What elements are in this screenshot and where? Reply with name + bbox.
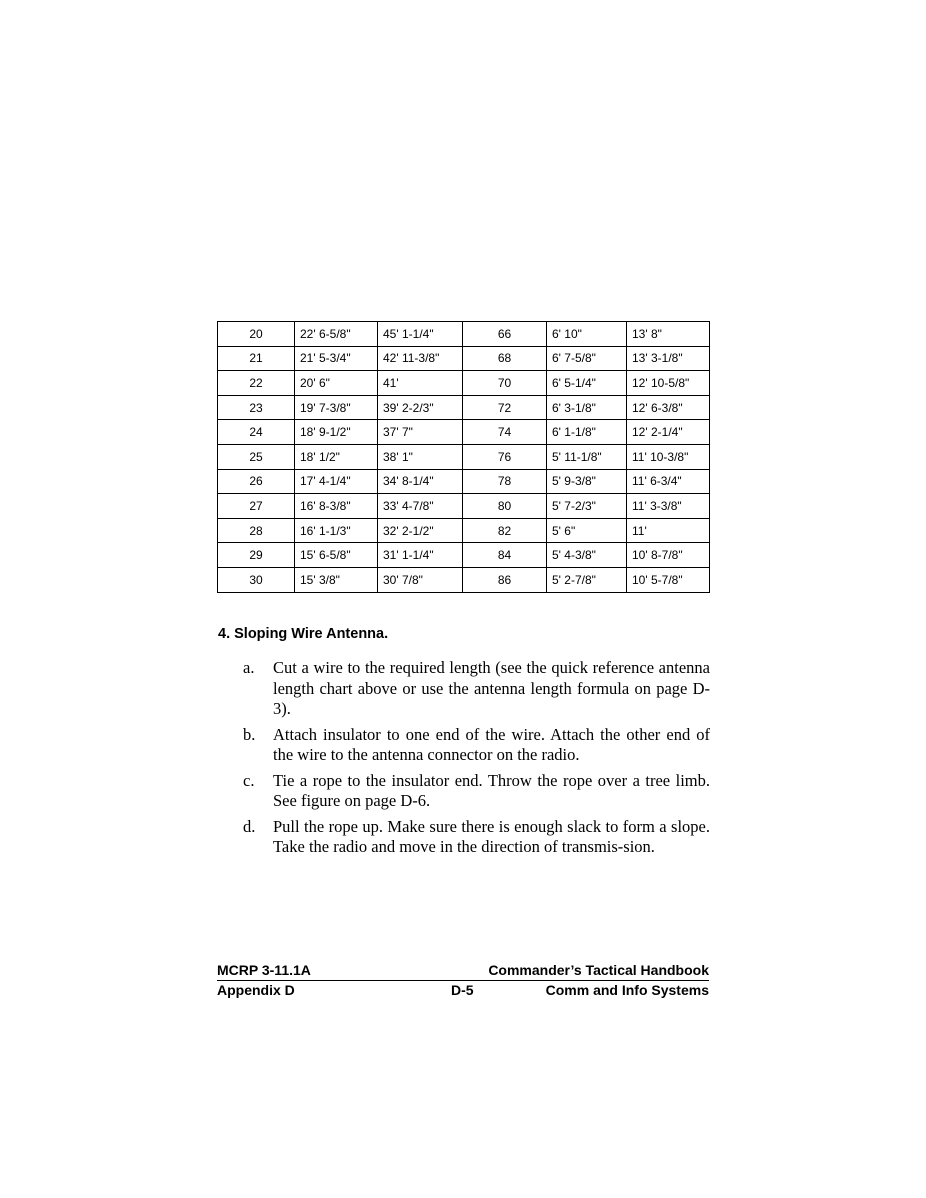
table-cell: 11' 10-3/8" xyxy=(627,444,710,469)
table-cell: 18' 1/2" xyxy=(295,444,378,469)
table-cell: 12' 10-5/8" xyxy=(627,371,710,396)
footer-bottom-row xyxy=(217,981,709,1000)
table-cell: 6' 5-1/4" xyxy=(547,371,627,396)
table-cell: 22 xyxy=(218,371,295,396)
table-row xyxy=(218,444,710,469)
table-cell: 10' 8-7/8" xyxy=(627,543,710,568)
table-cell: 32' 2-1/2" xyxy=(378,518,463,543)
table-cell: 11' xyxy=(627,518,710,543)
table-cell: 18' 9-1/2" xyxy=(295,420,378,445)
section-name: Comm and Info Systems xyxy=(545,982,709,998)
table-row xyxy=(218,371,710,396)
table-cell: 5' 4-3/8" xyxy=(547,543,627,568)
antenna-length-table xyxy=(217,321,710,593)
publication-number: MCRP 3-11.1A xyxy=(217,962,311,978)
table-cell: 42' 11-3/8" xyxy=(378,346,463,371)
table-cell: 6' 7-5/8" xyxy=(547,346,627,371)
table-cell: 5' 6" xyxy=(547,518,627,543)
table-cell: 6' 10" xyxy=(547,322,627,347)
table-cell: 76 xyxy=(463,444,547,469)
table-cell: 30' 7/8" xyxy=(378,567,463,592)
step-text: Tie a rope to the insulator end. Throw the rope over a tree limb. See figure on page D-6. xyxy=(273,770,710,810)
table-cell: 25 xyxy=(218,444,295,469)
step-marker: b. xyxy=(243,724,256,744)
table-cell: 15' 6-5/8" xyxy=(295,543,378,568)
table-row xyxy=(218,494,710,519)
table-cell: 38' 1" xyxy=(378,444,463,469)
table-cell: 10' 5-7/8" xyxy=(627,567,710,592)
table-cell: 5' 2-7/8" xyxy=(547,567,627,592)
table-cell: 30 xyxy=(218,567,295,592)
table-cell: 5' 7-2/3" xyxy=(547,494,627,519)
step-item xyxy=(218,725,710,766)
table-cell: 34' 8-1/4" xyxy=(378,469,463,494)
table-cell: 24 xyxy=(218,420,295,445)
section-heading: 4. Sloping Wire Antenna. xyxy=(218,626,389,642)
table-row xyxy=(218,518,710,543)
table-cell: 26 xyxy=(218,469,295,494)
table-row xyxy=(218,322,710,347)
table-cell: 39' 2-2/3" xyxy=(378,395,463,420)
table-row xyxy=(218,469,710,494)
table-cell: 37' 7" xyxy=(378,420,463,445)
table-cell: 23 xyxy=(218,395,295,420)
table-cell: 20' 6" xyxy=(295,371,378,396)
table-cell: 6' 3-1/8" xyxy=(547,395,627,420)
step-text: Pull the rope up. Make sure there is enough slack to form a slope. Take the radio and move in the direction of transmis-sion. xyxy=(273,816,710,856)
table-cell: 70 xyxy=(463,371,547,396)
table-row xyxy=(218,543,710,568)
table-cell: 31' 1-1/4" xyxy=(378,543,463,568)
step-marker: d. xyxy=(243,816,256,836)
table-cell: 33' 4-7/8" xyxy=(378,494,463,519)
table-body xyxy=(218,322,710,593)
table-cell: 17' 4-1/4" xyxy=(295,469,378,494)
table-cell: 19' 7-3/8" xyxy=(295,395,378,420)
table-cell: 6' 1-1/8" xyxy=(547,420,627,445)
steps-list xyxy=(218,658,710,863)
table-cell: 45' 1-1/4" xyxy=(378,322,463,347)
page-number: D-5 xyxy=(451,982,474,998)
table-cell: 5' 11-1/8" xyxy=(547,444,627,469)
table-cell: 11' 3-3/8" xyxy=(627,494,710,519)
table-cell: 12' 6-3/8" xyxy=(627,395,710,420)
table-cell: 28 xyxy=(218,518,295,543)
table-cell: 74 xyxy=(463,420,547,445)
table-cell: 5' 9-3/8" xyxy=(547,469,627,494)
table-cell: 72 xyxy=(463,395,547,420)
table-cell: 80 xyxy=(463,494,547,519)
step-text: Attach insulator to one end of the wire. Attach the other end of the wire to the antenna connector on the radio. xyxy=(273,724,710,764)
step-item xyxy=(218,771,710,812)
table-cell: 66 xyxy=(463,322,547,347)
footer-top-row xyxy=(217,961,709,980)
table-cell: 84 xyxy=(463,543,547,568)
table-cell: 12' 2-1/4" xyxy=(627,420,710,445)
table-cell: 29 xyxy=(218,543,295,568)
table-cell: 15' 3/8" xyxy=(295,567,378,592)
page-footer xyxy=(217,961,709,1000)
step-item xyxy=(218,817,710,858)
table-cell: 11' 6-3/4" xyxy=(627,469,710,494)
table-row xyxy=(218,346,710,371)
table-cell: 16' 8-3/8" xyxy=(295,494,378,519)
handbook-title: Commander’s Tactical Handbook xyxy=(488,962,709,978)
table-cell: 82 xyxy=(463,518,547,543)
table-cell: 86 xyxy=(463,567,547,592)
table-cell: 13' 3-1/8" xyxy=(627,346,710,371)
table-cell: 13' 8" xyxy=(627,322,710,347)
step-text: Cut a wire to the required length (see the quick reference antenna length chart above or use the antenna length formula on page D-3). xyxy=(273,658,710,718)
table-row xyxy=(218,567,710,592)
table-cell: 21' 5-3/4" xyxy=(295,346,378,371)
table-cell: 20 xyxy=(218,322,295,347)
table-cell: 16' 1-1/3" xyxy=(295,518,378,543)
step-marker: c. xyxy=(243,770,255,790)
step-marker: a. xyxy=(243,658,255,677)
table-cell: 22' 6-5/8" xyxy=(295,322,378,347)
table-cell: 41' xyxy=(378,371,463,396)
table-cell: 68 xyxy=(463,346,547,371)
table-cell: 21 xyxy=(218,346,295,371)
table-cell: 78 xyxy=(463,469,547,494)
table-row xyxy=(218,395,710,420)
step-item xyxy=(218,658,710,720)
table-cell: 27 xyxy=(218,494,295,519)
table-row xyxy=(218,420,710,445)
appendix-label: Appendix D xyxy=(217,982,295,998)
